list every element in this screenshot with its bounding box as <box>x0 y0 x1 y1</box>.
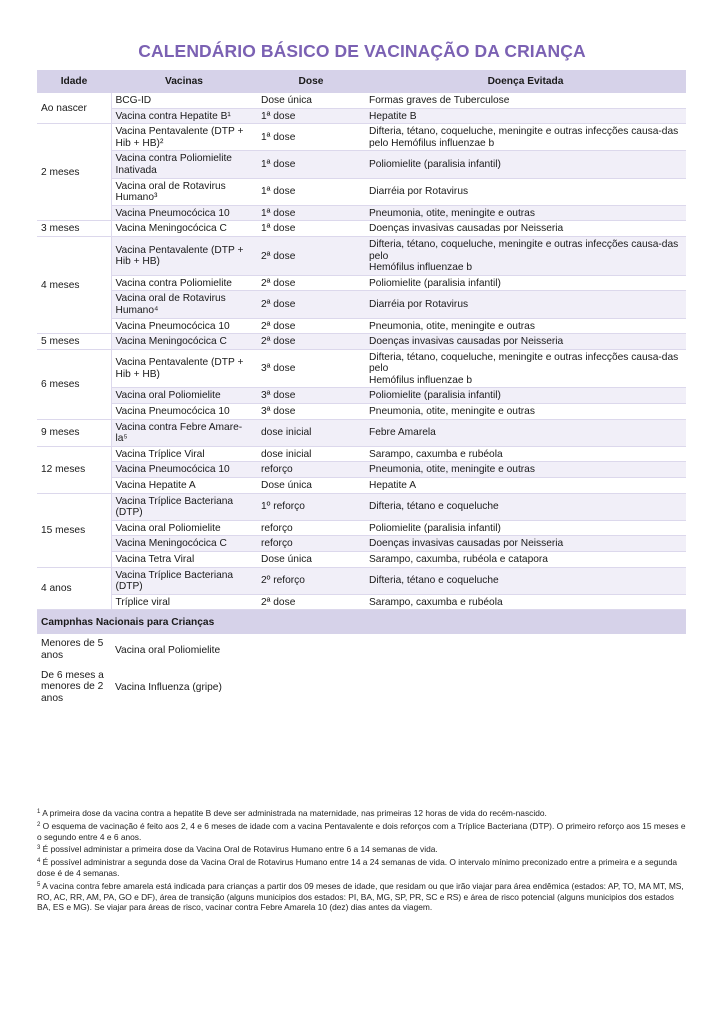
disease-cell: Sarampo, caxumba, rubéola e catapora <box>365 552 686 568</box>
disease-cell: Formas graves de Tuberculose <box>365 93 686 108</box>
age-cell: Ao nascer <box>37 93 111 124</box>
age-cell: 4 meses <box>37 236 111 333</box>
vaccine-cell: Tríplice viral <box>111 594 257 610</box>
table-row <box>37 462 686 478</box>
vaccine-cell: Vacina Pneumocócica 10 <box>111 462 257 478</box>
table-row <box>37 567 686 594</box>
disease-cell: Difteria, tétano, coqueluche, meningite e outras infecções causa-das pelo Hemófilus influenzae b <box>365 124 686 151</box>
vaccination-table <box>37 70 686 708</box>
vaccine-cell: Vacina Pneumocócica 10 <box>111 404 257 420</box>
table-row <box>37 419 686 446</box>
age-cell: 2 meses <box>37 124 111 221</box>
campaign-age-cell: De 6 meses a menores de 2 anos <box>41 669 104 704</box>
table-row <box>37 520 686 536</box>
footnote: $^2$ O esquema de vacinação é feito aos 2, 4 e 6 meses de idade com a vacina Pentavalente e dois reforços com a Tríplice Bacteriana (DTP). O primeiro reforço aos 15 meses e o segundo entre 4 e 6 anos. <box>37 820 686 842</box>
disease-cell: Poliomielite (paralisia infantil) <box>365 275 686 291</box>
dose-cell: 2ª dose <box>257 334 365 350</box>
disease-cell: Pneumonia, otite, meningite e outras <box>365 205 686 221</box>
disease-cell: Doenças invasivas causadas por Neisseria <box>365 334 686 350</box>
dose-cell: reforço <box>257 462 365 478</box>
dose-cell: 1º reforço <box>257 493 365 520</box>
vaccine-cell: Vacina Meningocócica C <box>111 536 257 552</box>
vaccine-cell: Vacina Tríplice Bacteriana (DTP) <box>111 493 257 520</box>
disease-cell: Difteria, tétano, coqueluche, meningite e outras infecções causa-das pelo Hemófilus influenzae b <box>365 236 686 275</box>
vaccine-cell: Vacina Tríplice Bacteriana (DTP) <box>111 567 257 594</box>
vaccine-cell: Vacina contra Febre Amare-la⁵ <box>111 419 257 446</box>
vaccine-cell: Vacina Pentavalente (DTP + Hib + HB) <box>111 236 257 275</box>
table-row <box>37 124 686 151</box>
table-row <box>37 93 686 108</box>
table-row <box>37 318 686 334</box>
dose-cell: reforço <box>257 536 365 552</box>
vaccine-cell: Vacina Tríplice Viral <box>111 446 257 462</box>
dose-cell: Dose única <box>257 93 365 108</box>
dose-cell: 1ª dose <box>257 108 365 124</box>
footnote-number: 3 <box>37 845 41 852</box>
page-title: CALENDÁRIO BÁSICO DE VACINAÇÃO DA CRIANÇA <box>138 41 586 61</box>
dose-cell: 3ª dose <box>257 349 365 388</box>
dose-cell: 2ª dose <box>257 291 365 318</box>
table-row <box>37 536 686 552</box>
dose-cell: Dose única <box>257 478 365 494</box>
age-cell: 15 meses <box>37 493 111 567</box>
campaign-title: Campnhas Nacionais para Crianças <box>37 610 686 635</box>
table-row <box>37 151 686 178</box>
disease-cell: Sarampo, caxumba e rubéola <box>365 594 686 610</box>
vaccine-cell: Vacina Hepatite A <box>111 478 257 494</box>
footnote: $^4$ É possível administrar a segunda dose da Vacina Oral de Rotavirus Humano entre 14 a 24 semanas de vida. O intervalo mínimo preconizado entre a primeira e a segunda dose é de 4 semanas. <box>37 857 678 878</box>
footnote-number: 5 <box>37 881 41 888</box>
disease-cell: Pneumonia, otite, meningite e outras <box>365 404 686 420</box>
age-cell: 4 anos <box>37 567 111 610</box>
header-disease: Doença Evitada <box>365 70 686 93</box>
vaccine-cell: Vacina Pentavalente (DTP + Hib + HB)² <box>111 124 257 151</box>
disease-cell: Poliomielite (paralisia infantil) <box>365 520 686 536</box>
campaign-vaccine-cell: Vacina oral Poliomielite <box>115 644 221 656</box>
disease-cell: Difteria, tétano e coqueluche <box>365 493 686 520</box>
disease-cell: Pneumonia, otite, meningite e outras <box>365 462 686 478</box>
disease-cell: Doenças invasivas causadas por Neisseria <box>365 221 686 237</box>
vaccine-cell: Vacina oral de Rotavirus Humano⁴ <box>111 291 257 318</box>
dose-cell: 1ª dose <box>257 124 365 151</box>
vaccine-cell: Vacina Pneumocócica 10 <box>111 205 257 221</box>
header-age: Idade <box>37 70 111 93</box>
table-row <box>37 178 686 205</box>
vaccine-cell: Vacina oral Poliomielite <box>111 388 257 404</box>
disease-cell: Pneumonia, otite, meningite e outras <box>365 318 686 334</box>
vaccine-cell: Vacina contra Hepatite B¹ <box>111 108 257 124</box>
footnote: $^5$ A vacina contra febre amarela está indicada para crianças a partir dos 09 meses de idade, que residam ou que irão viajar para área endêmica (estados: AP, TO, MA MT, MS, RO, AC, RR, AM, PA, GO e DF), área de transição (alguns municipios dos estados: PI, BA, MG, SP, PR, SC e RS) e área de risco potencial (alguns municipios dos estados BA, ES e MG). Se viajar para áreas de risco, vacinar contra Febre Amarela 10 (dez) dias antes da viagem. <box>37 880 684 913</box>
table-row <box>37 552 686 568</box>
table-row <box>37 221 686 237</box>
footnotes <box>37 808 687 915</box>
footnote-number: 2 <box>37 821 41 828</box>
table-row <box>37 205 686 221</box>
footnote-number: 1 <box>37 809 41 815</box>
disease-cell: Diarréia por Rotavirus <box>365 291 686 318</box>
campaign-age-cell: Menores de 5 anos <box>41 638 104 661</box>
table-row <box>37 236 686 275</box>
table-row <box>37 446 686 462</box>
campaign-section-header <box>37 610 686 635</box>
age-cell: 9 meses <box>37 419 111 446</box>
vaccine-cell: Vacina oral de Rotavirus Humano³ <box>111 178 257 205</box>
dose-cell: 2ª dose <box>257 236 365 275</box>
age-cell: 6 meses <box>37 349 111 419</box>
disease-cell: Sarampo, caxumba e rubéola <box>365 446 686 462</box>
table-row <box>37 478 686 494</box>
vaccine-cell: Vacina Meningocócica C <box>111 221 257 237</box>
campaign-vaccine-cell: Vacina Influenza (gripe) <box>115 681 222 693</box>
dose-cell: 3ª dose <box>257 404 365 420</box>
dose-cell: 2ª dose <box>257 594 365 610</box>
footnote: $^3$ É possível administar a primeira dose da Vacina Oral de Rotavirus Humano entre 6 a 14 semanas de vida. <box>37 844 438 855</box>
header-vaccines: Vacinas <box>111 70 257 93</box>
footnote-number: 4 <box>37 858 41 865</box>
dose-cell: 1ª dose <box>257 178 365 205</box>
table-row <box>37 404 686 420</box>
disease-cell: Difteria, tétano e coqueluche <box>365 567 686 594</box>
disease-cell: Hepatite B <box>365 108 686 124</box>
vaccine-cell: Vacina Meningocócica C <box>111 334 257 350</box>
disease-cell: Poliomielite (paralisia infantil) <box>365 388 686 404</box>
table-row <box>37 334 686 350</box>
dose-cell: dose inicial <box>257 446 365 462</box>
dose-cell: 1ª dose <box>257 205 365 221</box>
vaccine-cell: Vacina Pneumocócica 10 <box>111 318 257 334</box>
disease-cell: Difteria, tétano, coqueluche, meningite e outras infecções causa-das pelo Hemófilus influenzae b <box>365 349 686 388</box>
age-cell: 3 meses <box>37 221 111 237</box>
vaccine-cell: Vacina contra Poliomielite <box>111 275 257 291</box>
vaccine-cell: Vacina Tetra Viral <box>111 552 257 568</box>
dose-cell: 2ª dose <box>257 275 365 291</box>
vaccine-cell: BCG-ID <box>111 93 257 108</box>
vaccine-cell: Vacina Pentavalente (DTP + Hib + HB) <box>111 349 257 388</box>
table-header-row <box>37 70 686 93</box>
disease-cell: Doenças invasivas causadas por Neisseria <box>365 536 686 552</box>
vaccine-cell: Vacina contra Poliomielite Inativada <box>111 151 257 178</box>
footnote: $^1$ A primeira dose da vacina contra a hepatite B deve ser administrada na maternidade, nas primeiras 12 horas de vida do recém-nascido. <box>37 808 547 818</box>
dose-cell: 2º reforço <box>257 567 365 594</box>
age-cell: 12 meses <box>37 446 111 493</box>
disease-cell: Hepatite A <box>365 478 686 494</box>
table-row <box>37 108 686 124</box>
header-dose: Dose <box>257 70 365 93</box>
table-row <box>37 594 686 610</box>
vaccine-cell: Vacina oral Poliomielite <box>111 520 257 536</box>
table-row <box>37 349 686 388</box>
disease-cell: Febre Amarela <box>365 419 686 446</box>
disease-cell: Poliomielite (paralisia infantil) <box>365 151 686 178</box>
table-row <box>37 275 686 291</box>
campaign-row <box>37 666 686 709</box>
dose-cell: 1ª dose <box>257 151 365 178</box>
campaign-row <box>37 634 686 665</box>
dose-cell: dose inicial <box>257 419 365 446</box>
age-cell: 5 meses <box>37 334 111 350</box>
table-row <box>37 493 686 520</box>
disease-cell: Diarréia por Rotavirus <box>365 178 686 205</box>
dose-cell: 1ª dose <box>257 221 365 237</box>
table-row <box>37 291 686 318</box>
dose-cell: 2ª dose <box>257 318 365 334</box>
table-row <box>37 388 686 404</box>
dose-cell: 3ª dose <box>257 388 365 404</box>
dose-cell: reforço <box>257 520 365 536</box>
dose-cell: Dose única <box>257 552 365 568</box>
